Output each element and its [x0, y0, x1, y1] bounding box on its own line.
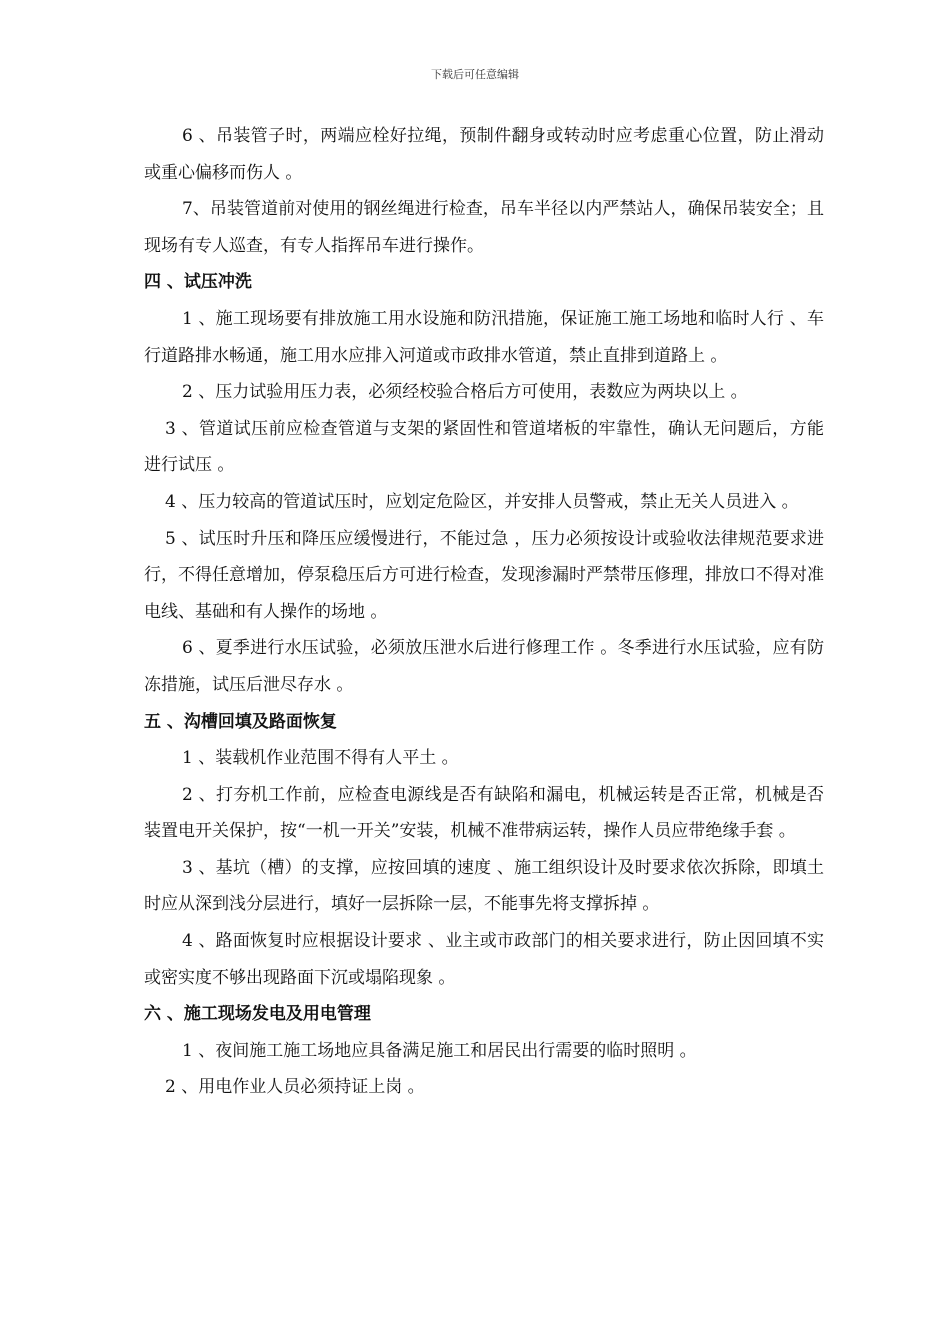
paragraph: 5 、试压时升压和降压应缓慢进行，不能过急 ，压力必须按设计或验收法律规范要求进行，不得任意增加，停泵稳压后方可进行检查，发现渗漏时严禁带压修理，排放口不得对准电线、基础和有人操作的场地 。 — [144, 528, 824, 622]
paragraph: 6 、吊装管子时，两端应栓好拉绳，预制件翻身或转动时应考虑重心位置，防止滑动或重心偏移而伤人 。 — [144, 126, 824, 183]
section-heading: 四 、试压冲洗 — [144, 272, 252, 293]
paragraph: 1 、施工现场要有排放施工用水设施和防汛措施，保证施工施工场地和临时人行 、车行道路排水畅通，施工用水应排入河道或市政排水管道，禁止直排到道路上 。 — [144, 308, 824, 366]
paragraph: 2 、用电作业人员必须持证上岗 。 — [165, 1077, 425, 1098]
paragraph: 4 、路面恢复时应根据设计要求 、业主或市政部门的相关要求进行，防止因回填不实或密实度不够出现路面下沉或塌陷现象 。 — [144, 931, 824, 988]
page-header: 下载后可任意编辑 — [431, 68, 519, 81]
paragraph: 3 、管道试压前应检查管道与支架的紧固性和管道堵板的牢靠性，确认无问题后，方能进行试压 。 — [144, 418, 824, 476]
paragraph: 3 、基坑（槽）的支撑，应按回填的速度 、施工组织设计及时要求依次拆除，即填土时应从深到浅分层进行，填好一层拆除一层，不能事先将支撑拆掉 。 — [144, 857, 824, 915]
paragraph: 1 、夜间施工施工场地应具备满足施工和居民出行需要的临时照明 。 — [182, 1040, 697, 1061]
section-heading: 六 、施工现场发电及用电管理 — [144, 1004, 371, 1025]
section-heading: 五 、沟槽回填及路面恢复 — [144, 711, 337, 732]
paragraph: 1 、装载机作业范围不得有人平土 。 — [182, 748, 459, 769]
paragraph: 6 、夏季进行水压试验，必须放压泄水后进行修理工作 。冬季进行水压试验，应有防冻措施，试压后泄尽存水 。 — [144, 638, 824, 695]
paragraph: 7、吊装管道前对使用的钢丝绳进行检查，吊车半径以内严禁站人，确保吊装安全；且现场有专人巡查，有专人指挥吊车进行操作。 — [144, 199, 824, 256]
paragraph: 2 、打夯机工作前，应检查电源线是否有缺陷和漏电，机械运转是否正常，机械是否装置电开关保护，按“一机一开关”安装，机械不准带病运转，操作人员应带绝缘手套 。 — [144, 784, 824, 842]
paragraph: 4 、压力较高的管道试压时，应划定危险区，并安排人员警戒，禁止无关人员进入 。 — [165, 491, 799, 512]
document-body — [144, 118, 824, 1106]
paragraph: 2 、压力试验用压力表，必须经校验合格后方可使用，表数应为两块以上 。 — [182, 382, 748, 403]
